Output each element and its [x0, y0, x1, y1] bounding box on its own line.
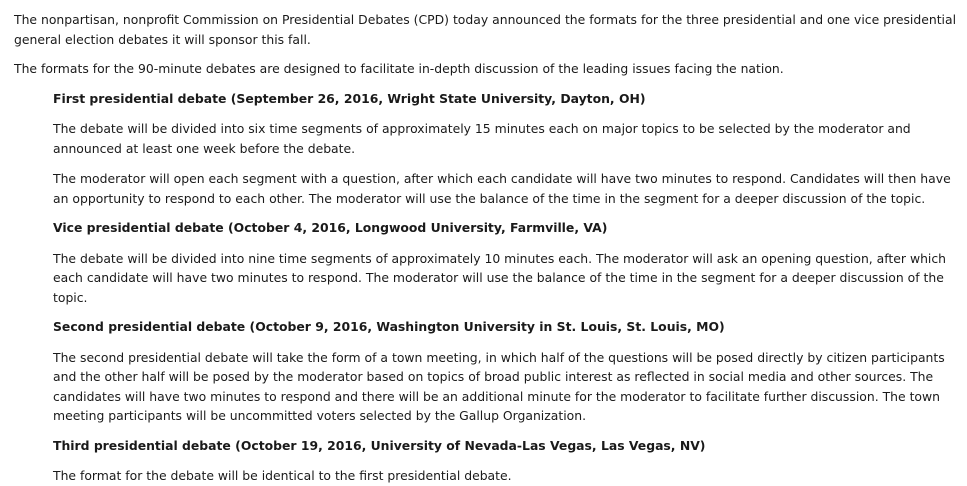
intro-section: [14, 10, 959, 79]
debate-second-presidential: [53, 317, 955, 426]
debate-heading: Vice presidential debate (October 4, 2016, Longwood University, Farmville, VA): [53, 220, 608, 235]
debate-vice-presidential: [53, 218, 955, 307]
intro-paragraph: The formats for the 90-minute debates are designed to facilitate in-depth discussion of the leading issues facing the nation.: [14, 61, 784, 76]
debate-list: [14, 89, 959, 486]
debate-paragraph: The debate will be divided into nine time segments of approximately 10 minutes each. The moderator will ask an opening question, after which each candidate will have two minutes to respond. The moderator will use the balance of the time in the segment for a deeper discussion of the topic.: [53, 250, 947, 305]
debate-first-presidential: [53, 89, 955, 209]
debate-heading: Third presidential debate (October 19, 2016, University of Nevada-Las Vegas, Las Vegas, NV): [53, 437, 706, 453]
debate-paragraph: The second presidential debate will take the form of a town meeting, in which half of the questions will be posed directly by citizen participants and the other half will be posed by the moderator based on topics of broad public interest as reflected in social media and other sources. The candidates will have two minutes to respond and there will be an additional minute for the moderator to facilitate further discussion. The town meeting participants will be uncommitted voters selected by the Gallup Organization.: [53, 349, 945, 423]
debate-heading: First presidential debate (September 26, 2016, Wright State University, Dayton, OH): [53, 90, 646, 106]
debate-heading: Second presidential debate (October 9, 2016, Washington University in St. Louis, St. Louis, MO): [53, 319, 725, 334]
debate-paragraph: The format for the debate will be identical to the first presidential debate.: [53, 468, 512, 483]
debate-third-presidential: [53, 436, 955, 486]
debate-paragraph: The debate will be divided into six time segments of approximately 15 minutes each on major topics to be selected by the moderator and announced at least one week before the debate.: [53, 121, 911, 156]
intro-paragraph: The nonpartisan, nonprofit Commission on Presidential Debates (CPD) today announced the formats for the three presidential and one vice presidential general election debates it will sponsor this fall.: [14, 12, 957, 47]
debate-paragraph: The moderator will open each segment with a question, after which each candidate will have two minutes to respond. Candidates will then have an opportunity to respond to each other. The moderator will use the balance of the time in the segment for a deeper discussion of the topic.: [53, 171, 951, 206]
